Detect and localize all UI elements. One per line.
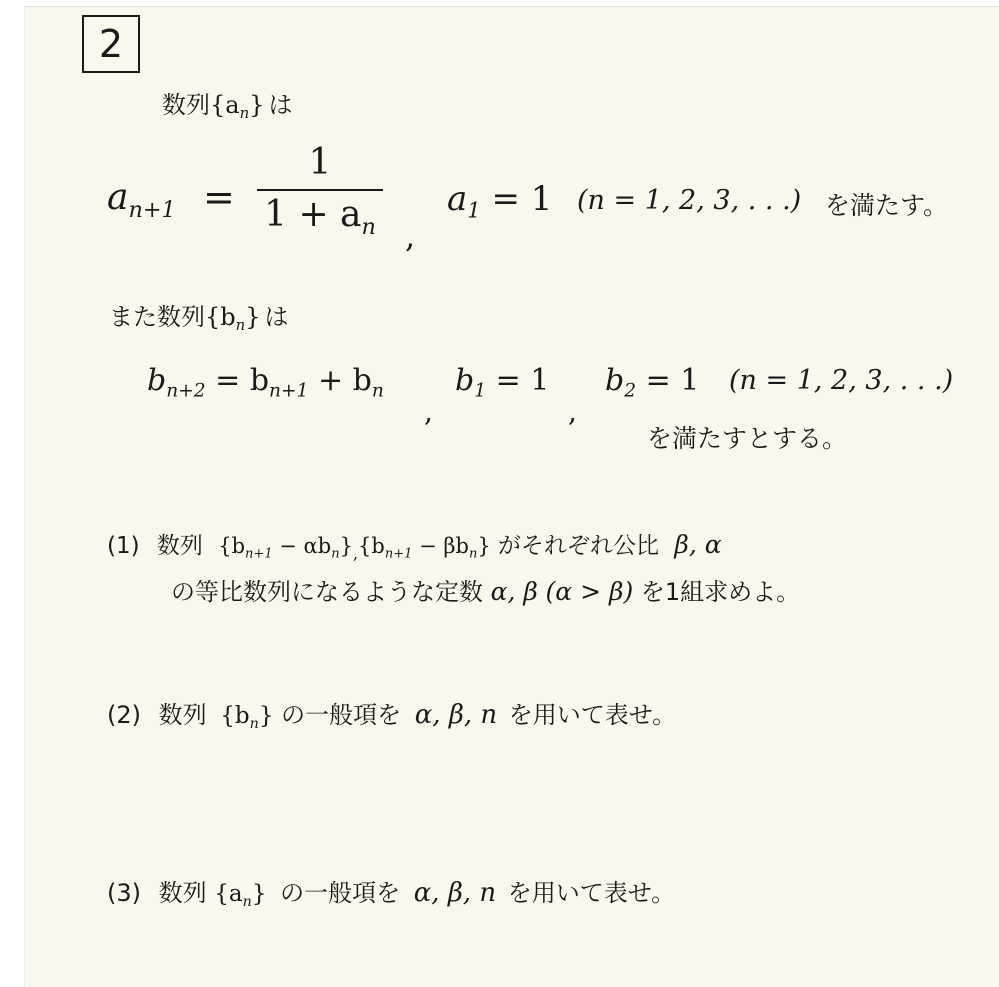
question-1-line-2: の等比数列になるような定数 α, β (α > β) を1組求めよ。 <box>171 577 801 606</box>
recurrence-a-comma: , <box>405 217 416 255</box>
fraction-numerator: 1 <box>308 142 332 183</box>
recurrence-a-lhs: $a_{n+1}$ <box>107 177 176 223</box>
recurrence-b-init-2: $b_2 = 1$ <box>605 363 700 402</box>
recurrence-b-suffix: を満たすとする。 <box>647 424 848 453</box>
recurrence-a-range: (n = 1, 2, 3, . . .) <box>577 185 802 216</box>
recurrence-b-init-1: $b_1 = 1$ <box>455 363 550 402</box>
question-1-label: (1) <box>107 533 140 559</box>
worksheet-page <box>24 6 999 987</box>
recurrence-a-init: $a_1 = 1$ <box>447 179 553 223</box>
question-2-label: (2) <box>107 701 141 729</box>
intro-a-line: 数列$\{a_n\}$ は <box>162 91 293 123</box>
problem-number: 2 <box>98 22 124 66</box>
recurrence-b-comma-1: , <box>424 395 433 428</box>
question-3-line: (3) 数列 $\{a_n\}$ の一般項を α, β, n を用いて表せ。 <box>107 878 676 910</box>
intro-b-line: また数列$\{b_n\}$ は <box>109 303 289 335</box>
fraction-bar <box>257 189 383 191</box>
recurrence-a-suffix: を満たす。 <box>825 191 949 220</box>
fraction-denominator: $1 + a_n$ <box>264 194 376 240</box>
problem-number-box <box>82 15 140 73</box>
question-1-line-1: (1) 数列 $\{b_{n+1} - \alpha b_n\}_,\{b_{n+1} - \beta b_n\}$ がそれぞれ公比 β, α <box>107 530 722 563</box>
recurrence-b-range: (n = 1, 2, 3, . . .) <box>729 365 954 396</box>
question-2-line: (2) 数列 $\{b_n\}$ の一般項を α, β, n を用いて表せ。 <box>107 700 677 732</box>
recurrence-a-eq: = <box>203 175 235 219</box>
recurrence-a-fraction <box>257 141 383 240</box>
recurrence-b-comma-2: , <box>568 395 577 428</box>
question-3-label: (3) <box>107 879 141 907</box>
recurrence-b-main: $b_{n+2} = b_{n+1} + b_n$ <box>147 363 384 402</box>
